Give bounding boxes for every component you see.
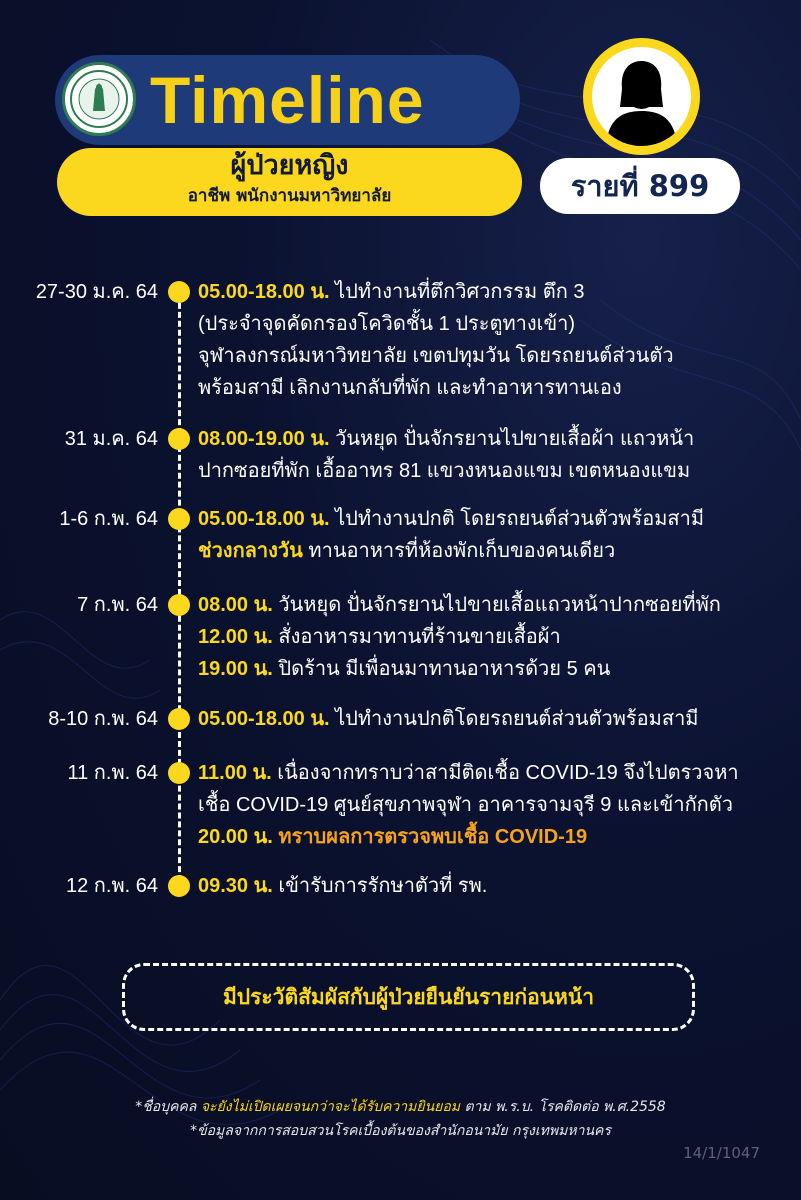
timeline-line-text xyxy=(198,372,798,404)
time-highlight: 05.00-18.00 น. xyxy=(198,708,330,730)
timeline-line-text xyxy=(198,308,798,340)
bma-seal-icon xyxy=(62,62,136,136)
timeline-dot xyxy=(168,428,190,450)
contact-note: มีประวัติสัมผัสกับผู้ป่วยยืนยันรายก่อนหน้า xyxy=(122,963,695,1031)
timeline-date: 1-6 ก.พ. 64 xyxy=(59,508,158,530)
time-highlight: 12.00 น. xyxy=(198,626,273,648)
page-title: Timeline xyxy=(150,63,425,137)
timeline-line-text xyxy=(198,503,798,535)
timeline-dot xyxy=(168,281,190,303)
timeline-entry xyxy=(198,423,798,487)
patient-gender: ผู้ป่วยหญิง xyxy=(230,150,349,181)
event-text: วันหยุด ปั่นจักรยานไปขายเสื้อแถวหน้าปากซอยที่พัก xyxy=(272,594,721,616)
event-text: ไปทำงานปกติ โดยรถยนต์ส่วนตัวพร้อมสามี xyxy=(329,508,705,530)
timeline-date: 11 ก.พ. 64 xyxy=(67,762,158,784)
timeline-date: 31 ม.ค. 64 xyxy=(64,428,158,450)
event-text: วันหยุด ปั่นจักรยานไปขายเสื้อผ้า แถวหน้า xyxy=(329,428,695,450)
timeline-entry xyxy=(198,503,798,567)
timeline-line-text xyxy=(198,276,798,308)
footnote-source: *ข้อมูลจากการสอบสวนโรคเบื้องต้นของสำนักอนามัย กรุงเทพมหานคร xyxy=(190,1123,611,1139)
event-text: ปิดร้าน มีเพื่อนมาทานอาหารด้วย 5 คน xyxy=(272,658,611,680)
footnote-privacy: *ชื่อบุคคล จะยังไม่เปิดเผยจนกว่าจะได้รับความยินยอม ตาม พ.ร.บ. โรคติดต่อ พ.ศ.2558 xyxy=(135,1099,666,1115)
event-text: ไปทำงานที่ตึกวิศวกรรม ตึก 3 xyxy=(329,281,585,303)
avatar xyxy=(583,38,700,155)
time-highlight: 05.00-18.00 น. xyxy=(198,281,330,303)
time-highlight: ช่วงกลางวัน xyxy=(198,540,303,562)
time-highlight: 08.00 น. xyxy=(198,594,273,616)
timeline-date: 7 ก.พ. 64 xyxy=(77,594,158,616)
timeline-date: 8-10 ก.พ. 64 xyxy=(48,708,158,730)
timeline-line-text xyxy=(198,821,798,853)
timeline-entry xyxy=(198,276,798,404)
time-highlight: 09.30 น. xyxy=(198,875,273,897)
timeline-line-text xyxy=(198,621,798,653)
document-code: 14/1/1047 xyxy=(683,1144,760,1162)
timeline-line-text xyxy=(198,535,798,567)
event-text: ทานอาหารที่ห้องพักเก็บของคนเดียว xyxy=(302,540,616,562)
event-text: สั่งอาหารมาทานที่ร้านขายเสื้อผ้า xyxy=(272,626,561,648)
timeline-dot xyxy=(168,594,190,616)
case-number-badge: รายที่ 899 xyxy=(540,158,740,214)
timeline-entry xyxy=(198,870,798,902)
footnote-privacy-highlight: จะยังไม่เปิดเผยจนกว่าจะได้รับความยินยอม xyxy=(200,1099,460,1115)
timeline-line-text xyxy=(198,423,798,455)
timeline-dot xyxy=(168,508,190,530)
event-text: (ประจำจุดคัดกรองโควิดชั้น 1 ประตูทางเข้า) xyxy=(198,313,576,335)
timeline-line-text xyxy=(198,870,798,902)
timeline-line xyxy=(178,285,181,890)
time-highlight: 05.00-18.00 น. xyxy=(198,508,330,530)
patient-summary xyxy=(57,148,522,216)
time-highlight: 11.00 น. xyxy=(198,762,272,784)
event-text: จุฬาลงกรณ์มหาวิทยาลัย เขตปทุมวัน โดยรถยนต์ส่วนตัว xyxy=(198,345,674,367)
event-text: เข้ารับการรักษาตัวที่ รพ. xyxy=(272,875,488,897)
alert-text: ทราบผลการตรวจพบเชื้อ COVID-19 xyxy=(272,826,588,848)
timeline-entry xyxy=(198,757,798,853)
timeline-dot xyxy=(168,762,190,784)
timeline-line-text xyxy=(198,653,798,685)
time-highlight: 20.00 น. xyxy=(198,826,273,848)
patient-occupation: อาชีพ พนักงานมหาวิทยาลัย xyxy=(187,186,392,206)
timeline-line-text xyxy=(198,340,798,372)
timeline-dot xyxy=(168,708,190,730)
timeline-line-text xyxy=(198,589,798,621)
timeline-date: 12 ก.พ. 64 xyxy=(65,875,158,897)
event-text: เนื่องจากทราบว่าสามีติดเชื้อ COVID-19 จึงไปตรวจหา xyxy=(271,762,739,784)
event-text: ปากซอยที่พัก เอื้ออาทร 81 แขวงหนองแขม เขตหนองแขม xyxy=(198,460,691,482)
timeline-dot xyxy=(168,875,190,897)
timeline-line-text xyxy=(198,789,798,821)
event-text: ไปทำงานปกติโดยรถยนต์ส่วนตัวพร้อมสามี xyxy=(329,708,699,730)
person-silhouette-icon xyxy=(592,47,691,146)
time-highlight: 19.00 น. xyxy=(198,658,273,680)
timeline-entry xyxy=(198,703,798,735)
event-text: เชื้อ COVID-19 ศูนย์สุขภาพจุฬา อาคารจามจุรี 9 และเข้ากักตัว xyxy=(198,794,734,816)
time-highlight: 08.00-19.00 น. xyxy=(198,428,330,450)
timeline-line-text xyxy=(198,703,798,735)
event-text: พร้อมสามี เลิกงานกลับที่พัก และทำอาหารทานเอง xyxy=(198,377,622,399)
timeline-entry xyxy=(198,589,798,685)
timeline-date: 27-30 ม.ค. 64 xyxy=(35,281,158,303)
timeline-line-text xyxy=(198,757,798,789)
timeline-line-text xyxy=(198,455,798,487)
